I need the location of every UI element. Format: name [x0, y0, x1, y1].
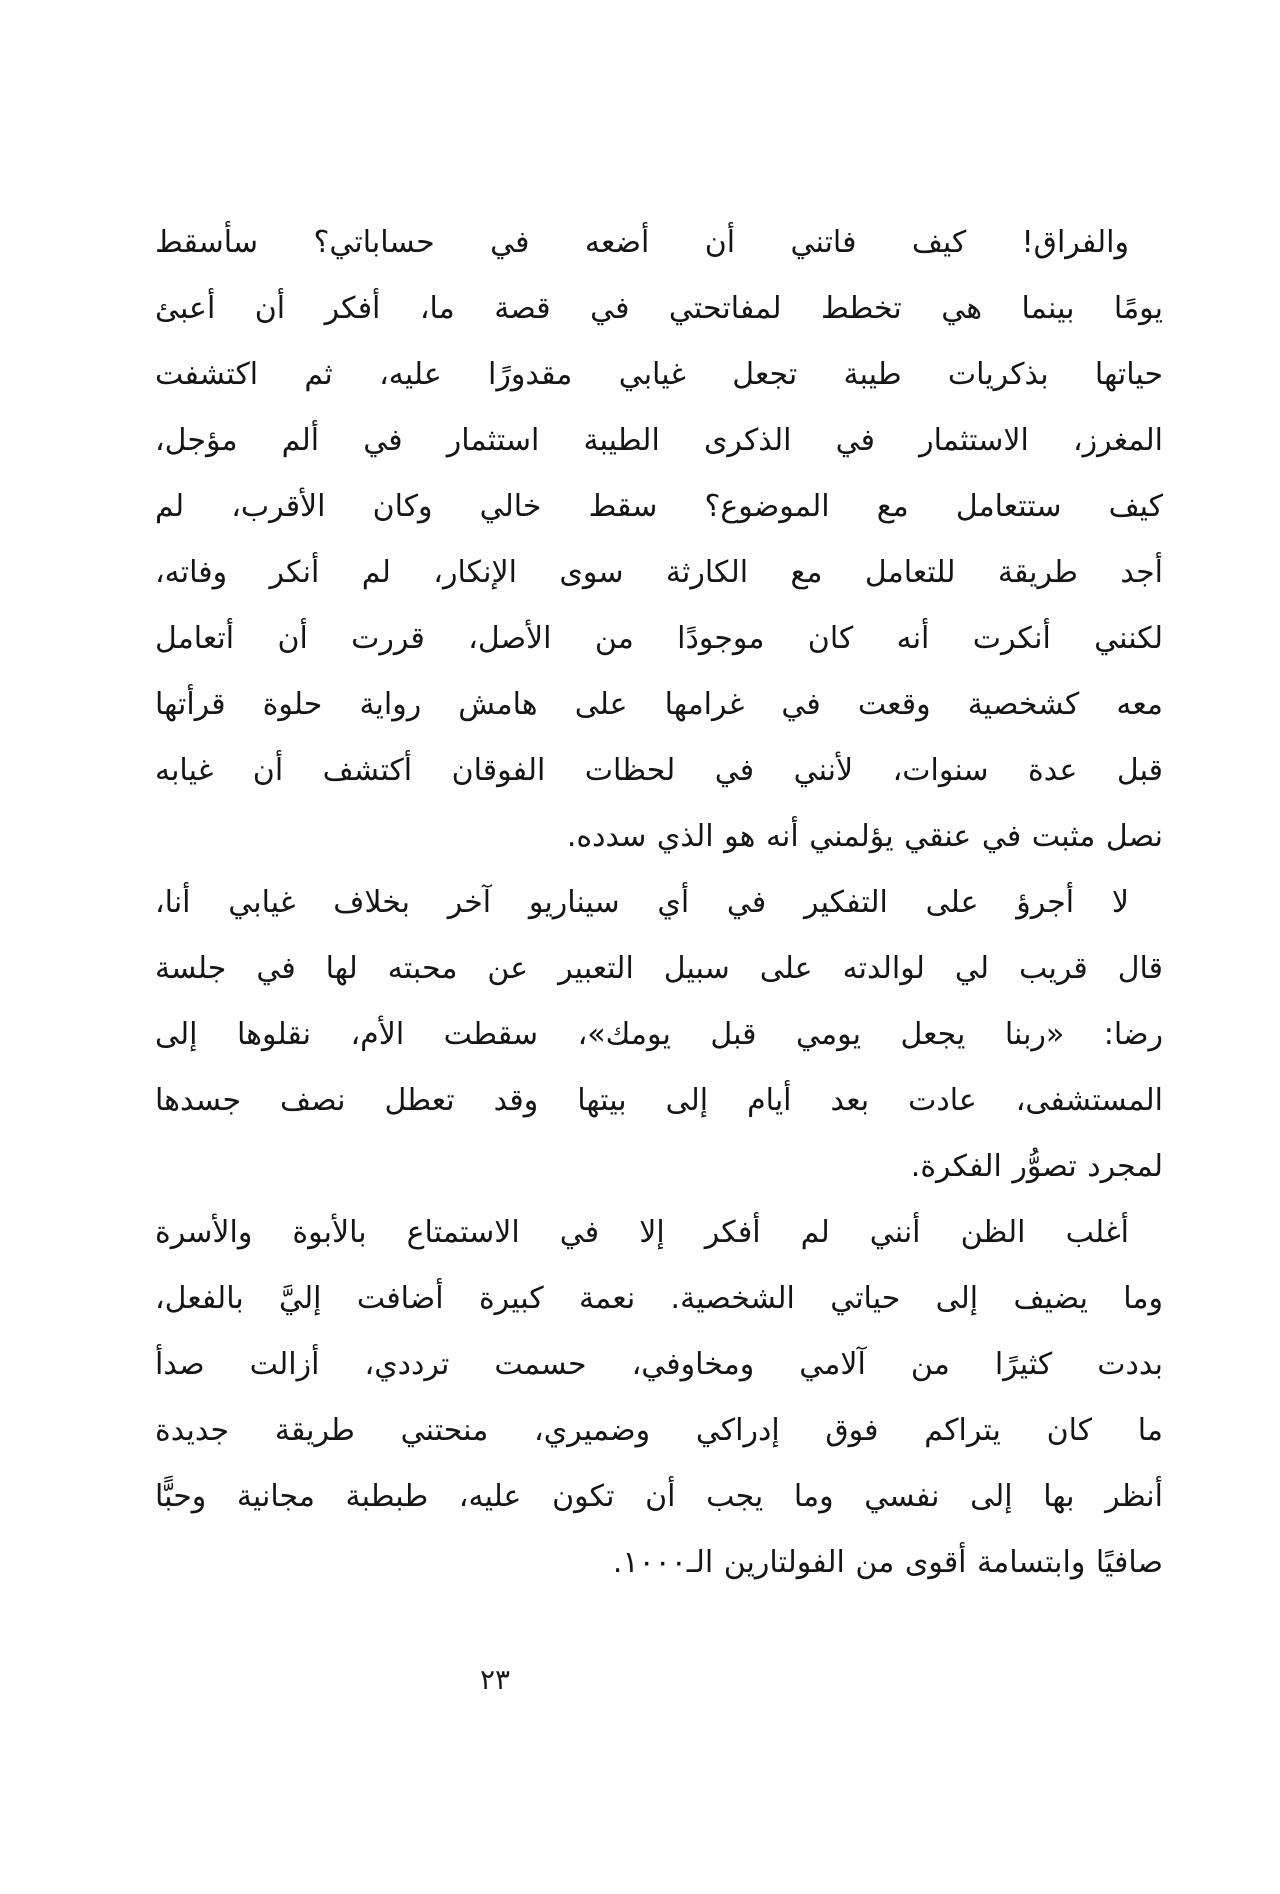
text-line: كيف ستتعامل مع الموضوع؟ سقط خالي وكان الأقرب، لم	[155, 489, 1163, 524]
text-line: قال قريب لي لوالدته على سبيل التعبير عن محبته لها في جلسة	[155, 951, 1163, 986]
text-line: صافيًا وابتسامة أقوى من الفولتارين الـ١٠٠٠.	[612, 1545, 1163, 1580]
text-line: ما كان يتراكم فوق إدراكي وضميري، منحتني طريقة جديدة	[155, 1413, 1163, 1448]
text-line: بددت كثيرًا من آلامي ومخاوفي، حسمت ترددي، أزالت صدأ	[155, 1347, 1163, 1382]
text-line: رضا: «ربنا يجعل يومي قبل يومك»، سقطت الأم، نقلوها إلى	[155, 1017, 1163, 1052]
paragraph	[155, 870, 1163, 1200]
paragraph	[155, 210, 1163, 870]
text-line: أغلب الظن أنني لم أفكر إلا في الاستمتاع بالأبوة والأسرة	[155, 1215, 1129, 1250]
text-line: لكنني أنكرت أنه كان موجودًا من الأصل، قررت أن أتعامل	[155, 621, 1163, 656]
text-line: لمجرد تصوُّر الفكرة.	[910, 1149, 1163, 1184]
page-body-text	[155, 210, 1163, 1596]
text-line: المستشفى، عادت بعد أيام إلى بيتها وقد تعطل نصف جسدها	[155, 1083, 1163, 1118]
text-line: أنظر بها إلى نفسي وما يجب أن تكون عليه، طبطبة مجانية وحبًّا	[155, 1479, 1163, 1514]
paragraph	[155, 1200, 1163, 1596]
page-number: ٢٣	[479, 1663, 511, 1696]
text-line: يومًا بينما هي تخطط لمفاتحتي في قصة ما، أفكر أن أعبئ	[155, 291, 1163, 326]
text-line: أجد طريقة للتعامل مع الكارثة سوى الإنكار، لم أنكر وفاته،	[155, 555, 1163, 590]
text-line: معه كشخصية وقعت في غرامها على هامش رواية حلوة قرأتها	[155, 687, 1163, 722]
text-line: حياتها بذكريات طيبة تجعل غيابي مقدورًا عليه، ثم اكتشفت	[155, 357, 1163, 392]
text-line: وما يضيف إلى حياتي الشخصية. نعمة كبيرة أضافت إليَّ بالفعل،	[155, 1281, 1163, 1316]
text-line: والفراق! كيف فاتني أن أضعه في حساباتي؟ سأسقط	[155, 225, 1129, 260]
text-line: قبل عدة سنوات، لأنني في لحظات الفوقان أكتشف أن غيابه	[155, 753, 1163, 788]
text-line: المغرز، الاستثمار في الذكرى الطيبة استثمار في ألم مؤجل،	[155, 423, 1163, 458]
text-line: نصل مثبت في عنقي يؤلمني أنه هو الذي سدده.	[566, 819, 1163, 854]
text-line: لا أجرؤ على التفكير في أي سيناريو آخر بخلاف غيابي أنا،	[155, 885, 1129, 920]
